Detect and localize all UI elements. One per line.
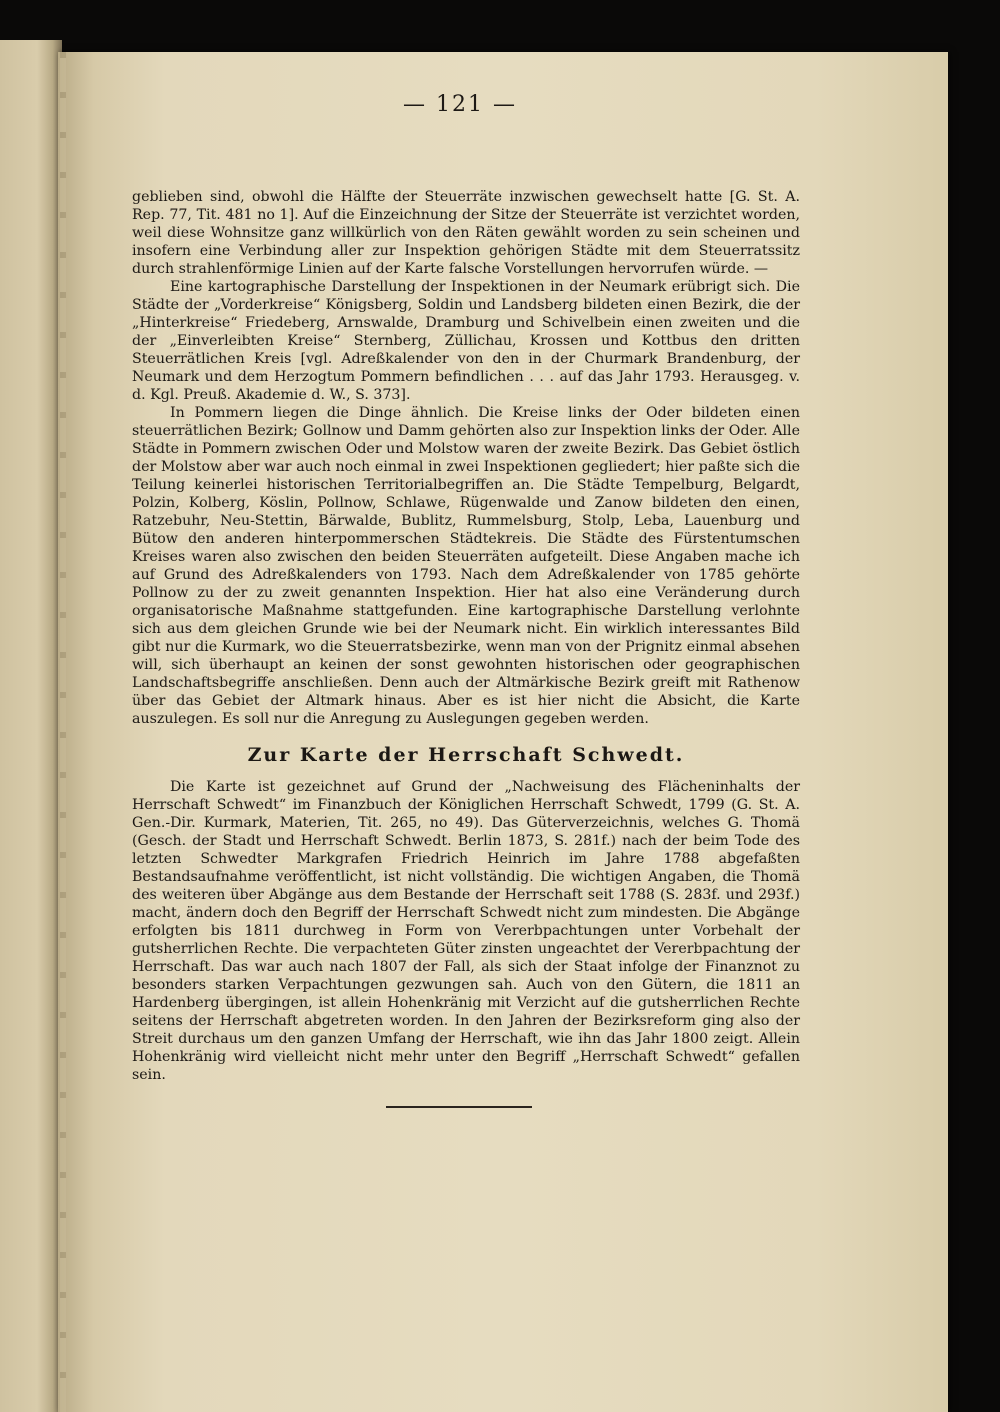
section-heading: Zur Karte der Herrschaft Schwedt.: [247, 744, 685, 766]
binding-stitch: [60, 52, 66, 1412]
paragraph-2: Eine kartographische Darstellung der Inspektionen in der Neumark erübrigt sich. Die Städte der „Vorderkreise“ Königsberg, Soldin und Landsberg bildeten einen Bezirk, die der „Hinterkreise“ Friedeberg, Arnswalde, Dramburg und Schivelbein einen zweiten und die der „Einverleibten Kreise“ Sternberg, Züllichau, Krossen und Kottbus den dritten Steuerrätlichen Kreis [vgl. Adreßkalender von den in der Churmark Brandenburg, der Neumark und dem Herzogtum Pommern befindlichen . . . auf das Jahr 1793. Herausgeg. v. d. Kgl. Preuß. Akademie d. W., S. 373].: [132, 279, 800, 403]
page-number: — 121 —: [403, 92, 517, 117]
section-paragraph-1: Die Karte ist gezeichnet auf Grund der „Nachweisung des Flächeninhalts der Herrschaft Schwedt“ im Finanzbuch der Königlichen Herrschaft Schwedt, 1799 (G. St. A. Gen.-Dir. Kurmark, Materien, Tit. 265, no 49). Das Güterverzeichnis, welches G. Thomä (Gesch. der Stadt und Herrschaft Schwedt. Berlin 1873, S. 281f.) nach der beim Tode des letzten Schwedter Markgrafen Friedrich Heinrich im Jahre 1788 abgefaßten Bestandsaufnahme veröffentlicht, ist nicht vollständig. Die wichtigen Angaben, die Thomä des weiteren über Abgänge aus dem Bestande der Herrschaft seit 1788 (S. 283f. und 293f.) macht, ändern doch den Begriff der Herrschaft Schwedt nicht zum mindesten. Die Abgänge erfolgten bis 1811 durchweg in Form von Vererbpachtungen unter Vorbehalt der gutsherrlichen Rechte. Die verpachteten Güter zinsten ungeachtet der Vererbpachtung der Herrschaft. Das war auch nach 1807 der Fall, als sich der Staat infolge der Finanznot zu besonders starken Verpachtungen gezwungen sah. Auch von den Gütern, die 1811 an Hardenberg übergingen, ist allein Hohenkränig mit Verzicht auf die gutsherrlichen Rechte seitens der Herrschaft abgetreten worden. In den Jahren der Bezirksreform ging also der Streit durchaus um den ganzen Umfang der Herrschaft, wie ihn das Jahr 1800 zeigt. Allein Hohenkränig wird vielleicht nicht mehr unter den Begriff „Herrschaft Schwedt“ gefallen sein.: [132, 779, 800, 1083]
paragraph-3: In Pommern liegen die Dinge ähnlich. Die Kreise links der Oder bildeten einen steuerrätlichen Bezirk; Gollnow und Damm gehörten also zur Inspektion links der Oder. Alle Städte in Pommern zwischen Oder und Molstow waren der zweite Bezirk. Das Gebiet östlich der Molstow aber war auch noch einmal in zwei Inspektionen gegliedert; hier paßte sich die Teilung keinerlei historischen Territorialbegriffen an. Die Städte Tempelburg, Belgardt, Polzin, Kolberg, Köslin, Pollnow, Schlawe, Rügenwalde und Zanow bildeten den einen, Ratzebuhr, Neu-Stettin, Bärwalde, Bublitz, Rummelsburg, Stolp, Leba, Lauenburg und Bütow den anderen hinterpommerschen Städtekreis. Die Städte des Fürstentumschen Kreises waren also zwischen den beiden Steuerräten aufgeteilt. Diese Angaben mache ich auf Grund des Adreßkalenders von 1793. Nach dem Adreßkalender von 1785 gehörte Pollnow zu der zu zweit genannten Inspektion. Hier hat also eine Veränderung durch organisatorische Maßnahme stattgefunden. Eine kartographische Darstellung verlohnte sich aus dem gleichen Grunde wie bei der Neumark nicht. Ein wirklich interessantes Bild gibt nur die Kurmark, wo die Steuerratsbezirke, wenn man von der Prignitz einmal absehen will, sich überhaupt an keinen der sonst gewohnten historischen oder geographischen Landschaftsbegriffe anschließen. Denn auch der Altmärkische Bezirk greift mit Rathenow über das Gebiet der Altmark hinaus. Aber es ist hier nicht die Absicht, die Karte auszulegen. Es soll nur die Anregung zu Auslegungen gegeben werden.: [132, 405, 800, 727]
body-text: [132, 188, 800, 1084]
left-page-edge: [0, 40, 62, 1412]
end-rule: [386, 1106, 532, 1108]
paragraph-1: geblieben sind, obwohl die Hälfte der Steuerräte inzwischen gewechselt hatte [G. St. A. Rep. 77, Tit. 481 no 1]. Auf die Einzeichnung der Sitze der Steuerräte ist verzichtet worden, weil diese Wohnsitze ganz willkürlich von den Räten gewählt worden zu sein scheinen und insofern eine Verbindung aller zur Inspektion gehörigen Städte mit dem Steuerratssitz durch strahlenförmige Linien auf der Karte falsche Vorstellungen hervorrufen würde. —: [132, 189, 800, 277]
